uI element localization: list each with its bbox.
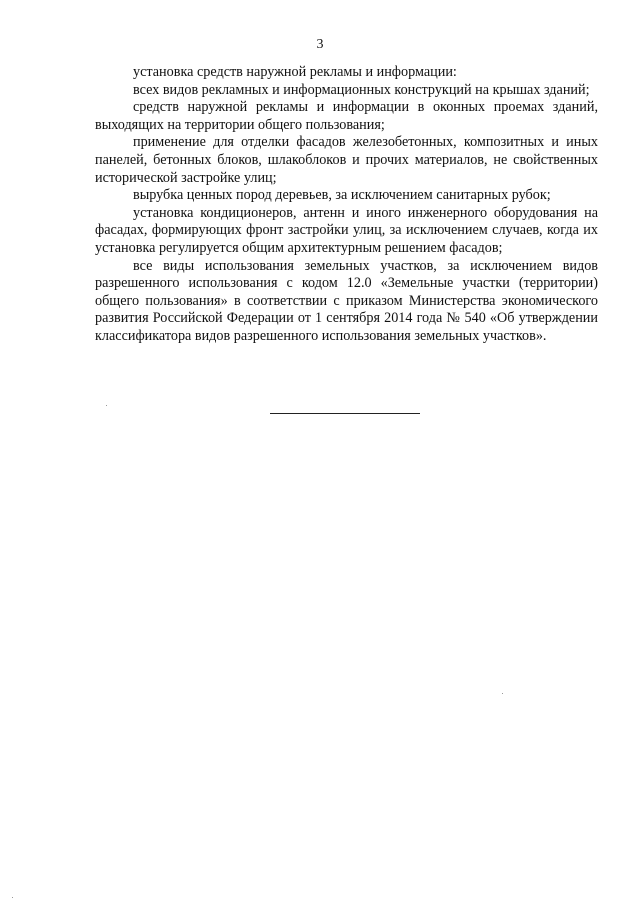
page-number: 3 xyxy=(316,37,324,52)
paragraph-advertising: установка средств наружной рекламы и информации: xyxy=(133,64,457,80)
paragraph-tree-felling: вырубка ценных пород деревьев, за исключением санитарных рубок; xyxy=(133,187,551,204)
paragraph-air-conditioners: установка кондиционеров, антенн и иного инженерного оборудования на фасадах, формирующих фронт застройки улиц, за исключением случаев, когда их установка регулируется общим архитектурным решением фасадов; xyxy=(95,204,598,256)
paragraph-facade-finishing: применение для отделки фасадов железобетонных, композитных и иных панелей, бетонных блоков, шлакоблоков и прочих материалов, не свойственных исторической застройке улиц; xyxy=(95,134,598,186)
closing-divider-line xyxy=(270,413,420,414)
paragraph-land-use: все виды использования земельных участков, за исключением видов разрешенного использования с кодом 12.0 «Земельные участки (территории) общего пользования» в соответствии с приказом Министерства экономического развития Российской Федерации от 1 сентября 2014 года № 540 «Об утверждении классификатора видов разрешенного использования земельных участков». xyxy=(95,257,598,344)
scan-speck xyxy=(502,693,503,694)
document-body xyxy=(95,64,598,346)
scan-speck xyxy=(12,897,13,898)
paragraph-window-advertising: средств наружной рекламы и информации в оконных проемах зданий, выходящих на территории общего пользования; xyxy=(95,99,598,133)
scan-speck xyxy=(106,405,107,406)
paragraph-roof-structures: всех видов рекламных и информационных конструкций на крышах зданий; xyxy=(133,81,590,98)
